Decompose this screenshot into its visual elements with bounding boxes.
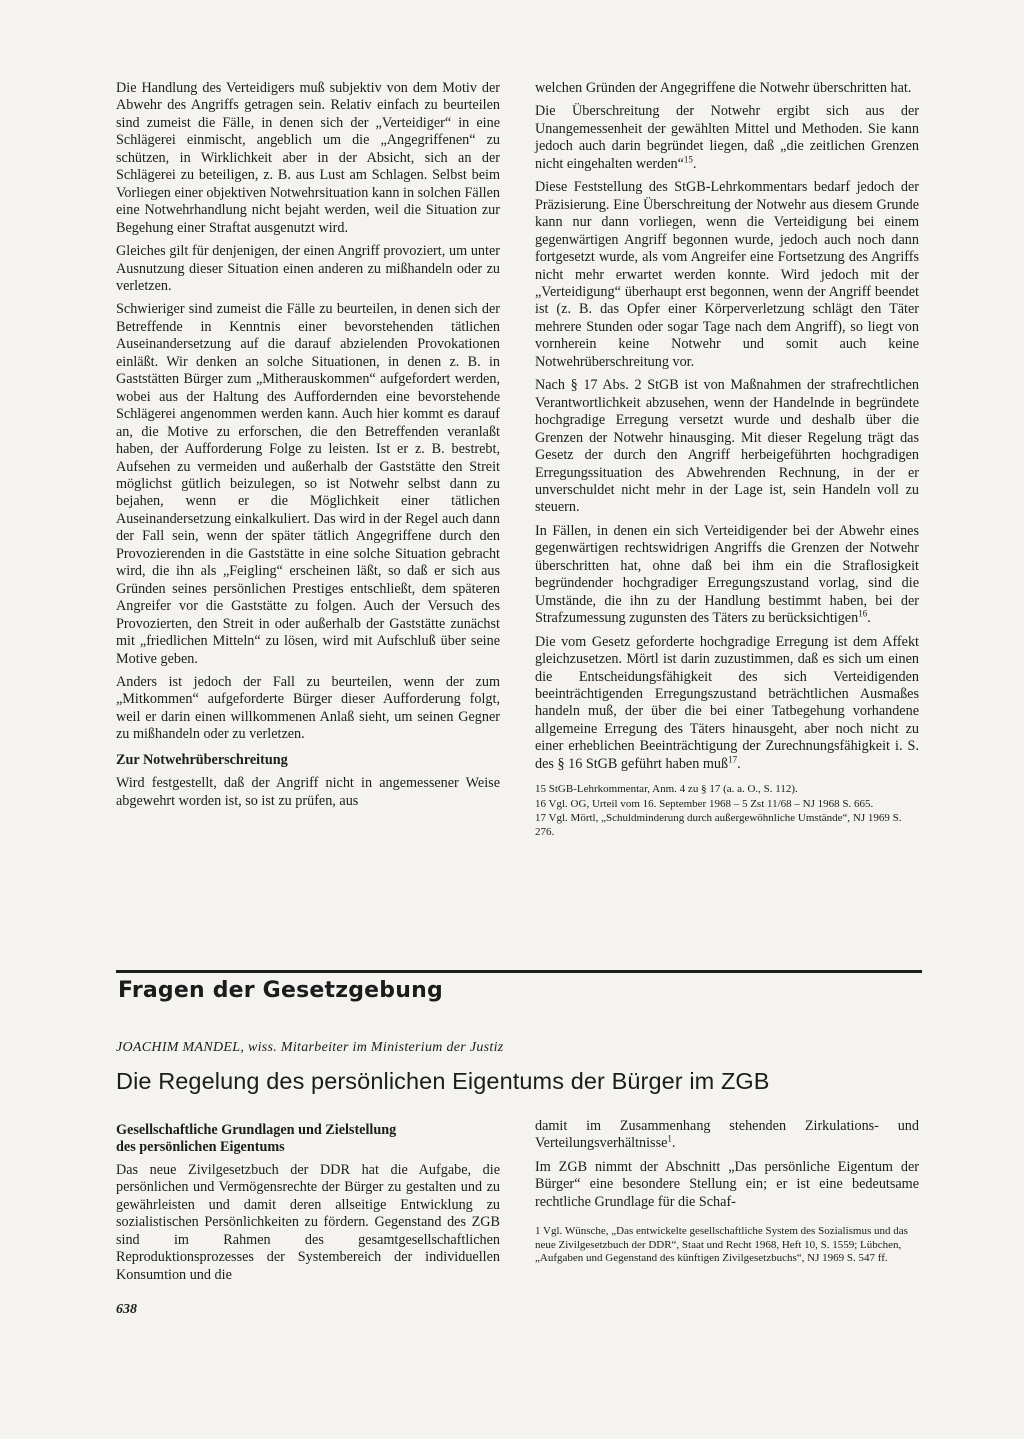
footnote: 15 StGB-Lehrkommentar, Anm. 4 zu § 17 (a. a. O., S. 112).	[535, 783, 798, 796]
paragraph: Das neue Zivilgesetzbuch der DDR hat die Aufgabe, die persönlichen und Vermögensrechte der Bürger zu gestalten und zu gewährleisten und damit deren allseitige Entwicklung zu sozialistischen Persönlichkeiten zu fördern. Gegenstand des ZGB sind im Rahmen des gesamtgesellschaftlichen Reproduktionsprozesses der Systembereich der individuellen Konsumtion und die	[116, 1162, 500, 1283]
paragraph: Anders ist jedoch der Fall zu beurteilen, wenn der zum „Mitkommen“ aufgeforderte Bürger dieser Aufforderung folgt, weil er darin einen willkommenen Anlaß sieht, um seinen Gegner zu mißhandeln oder zu verletzen.	[116, 673, 500, 743]
paragraph	[535, 103, 919, 173]
subheading-notwehrueberschreitung: Zur Notwehrüberschreitung	[116, 751, 288, 768]
paragraph-text: damit im Zusammenhang stehenden Zirkulations- und Verteilungsverhältnisse	[535, 1118, 919, 1152]
paragraph-text: In Fällen, in denen ein sich Verteidigender bei der Abwehr eines gegenwärtigen rechtswidrigen Angriffs die Grenzen der Notwehr überschritten hat, ohne daß bei ihm ein die Straflosigkeit begründender hochgradiger Erregungszustand vorlag, sind die Umstände, die ihn zu der Handlung bestimmt haben, bei der Strafzumessung zugunsten des Täters zu berücksichtigen	[535, 522, 919, 627]
subheading-line: Gesellschaftliche Grundlagen und Zielstellung	[116, 1122, 397, 1138]
paragraph-text: Die vom Gesetz geforderte hochgradige Erregung ist dem Affekt gleichzusetzen. Mörtl ist darin zuzustimmen, daß es sich um einen die Entscheidungsfähigkeit des sich Verteidigenden beeinträchtigenden Erregungszustand beträchtlichen Ausmaßes handeln muß, der über die bei einer Tatbegehung vorhandene allgemeine Erregung des Täters hinausgeht, aber noch nicht zu einer erheblichen Beeinträchtigung der Zurechnungsfähigkeit i. S. des § 16 StGB geführt haben muß	[535, 633, 919, 772]
author-role: wiss. Mitarbeiter im Ministerium der Justiz	[247, 1040, 504, 1055]
section-title: Fragen der Gesetzgebung	[118, 978, 443, 1003]
paragraph-end: .	[692, 155, 697, 172]
footnote-ref: 17	[728, 754, 738, 765]
author-name: JOACHIM MANDEL,	[116, 1040, 245, 1055]
article-title: Die Regelung des persönlichen Eigentums der Bürger im ZGB	[116, 1068, 770, 1094]
paragraph: Die Handlung des Verteidigers muß subjektiv von dem Motiv der Abwehr des Angriffs getragen sein. Relativ einfach zu beurteilen sind zumeist die Fälle, in denen sich der „Verteidiger“ in eine Schlägerei einmischt, angeblich um die „Angegriffenen“ zu schützen, in Wirklichkeit aber in der Absicht, sich an der Schlägerei zu beteiligen, z. B. aus Lust am Schlagen. Selbst beim Vorliegen einer objektiven Notwehrsituation kann in solchen Fällen eine Notwehrhandlung nicht bejaht werden, weil die Situation zur Begehung einer Straftat ausgenutzt wird.	[116, 80, 500, 236]
article-subheading	[116, 1122, 500, 1156]
right-column	[535, 80, 919, 840]
paragraph: Diese Feststellung des StGB-Lehrkommentars bedarf jedoch der Präzisierung. Eine Überschreitung der Notwehr aus diesem Grunde kann nur dann vorliegen, wenn die Verteidigung bei einem gegenwärtigen Angriff begonnen wurde, jedoch auch noch dann fortgesetzt wurde, als vom Angreifer eine Fortsetzung des Angriffs nicht mehr erwartet werden konnte. Wird jedoch mit der „Verteidigung“ überhaupt erst begonnen, wenn der Angriff beendet ist (z. B. das Opfer einer Körperverletzung schlägt den Täter mehrere Stunden oder sogar Tage nach dem Angriff), so liegt von vornherein keine Notwehr und somit auch keine Notwehrüberschreitung vor.	[535, 179, 919, 370]
footnote-ref: 1	[667, 1133, 672, 1144]
left-column	[116, 80, 500, 816]
subheading-line: des persönlichen Eigentums	[116, 1139, 285, 1155]
paragraph	[535, 1118, 919, 1153]
page-number: 638	[116, 1302, 137, 1317]
paragraph: welchen Gründen der Angegriffene die Notwehr überschritten hat.	[535, 80, 912, 96]
paragraph: Gleiches gilt für denjenigen, der einen Angriff provoziert, um unter Ausnutzung dieser Situation einen anderen zu mißhandeln oder zu verletzen.	[116, 243, 500, 294]
paragraph-end: .	[867, 610, 871, 627]
footnote: 16 Vgl. OG, Urteil vom 16. September 1968 – 5 Zst 11/68 – NJ 1968 S. 665.	[535, 797, 874, 810]
footnote: 1 Vgl. Wünsche, „Das entwickelte gesellschaftliche System des Sozialismus und das neue Zivilgesetzbuch der DDR“, Staat und Recht 1968, Heft 10, S. 1559; Lübchen, „Aufgaben und Gegenstand des künftigen Zivilgesetzbuchs“, NJ 1969 S. 547 ff.	[535, 1225, 908, 1265]
paragraph: Nach § 17 Abs. 2 StGB ist von Maßnahmen der strafrechtlichen Verantwortlichkeit abzusehen, wenn der Handelnde in begründete hochgradige Erregung versetzt wurde und deshalb über die Grenzen der Notwehr hinausging. Mit dieser Regelung trägt das Gesetz der durch den Angriff herbeigeführten hochgradigen Erregungssituation des Abwehrenden Rechnung, in der er unverschuldet nicht mehr in der Lage ist, sein Handeln voll zu steuern.	[535, 377, 919, 516]
footnote-ref: 16	[858, 608, 868, 619]
article-left-column	[116, 1122, 500, 1290]
paragraph	[535, 523, 919, 628]
author-line	[116, 1040, 504, 1056]
article-right-column	[535, 1118, 919, 1267]
paragraph	[535, 634, 919, 774]
footnotes	[535, 783, 919, 839]
section-rule	[116, 970, 922, 973]
paragraph-end: .	[671, 1135, 676, 1152]
paragraph: Schwieriger sind zumeist die Fälle zu beurteilen, in denen sich der Betreffende in Kenntnis einer bevorstehenden tätlichen Auseinandersetzung auf die darauf abzielenden Provokationen einläßt. Wir denken an solche Situationen, in denen z. B. in Gaststätten Bürger zum „Mitherauskommen“ aufgefordert werden, wobei aus der Haltung des Auffordernden eine bevorstehende Schlägerei angenommen werden kann. Auch hier kommt es darauf an, die Motive zu erforschen, die den Betreffenden veranlaßt haben, der Aufforderung Folge zu leisten. Ist er z. B. bestrebt, Aufsehen zu vermeiden und außerhalb der Gaststätte den Streit möglichst gütlich beizulegen, so ist Notwehr selbst dann zu bejahen, wenn er die Möglichkeit einer tätlichen Auseinandersetzung einkalkuliert. Das wird in der Regel auch dann der Fall sein, wenn der später tätlich Angegriffene durch den Provozierenden in die Gaststätte in eine solche Situation gebracht wird, die ihn als „Feigling“ erscheinen läßt, so daß er sich aus Gründen seines persönlichen Prestiges entschließt, dem späteren Angreifer vor die Gaststätte zu folgen. Auch der Versuch des Provozierten, den Streit in oder außerhalb der Gaststätte zunächst mit „friedlichen Mitteln“ zu lösen, wird mit Aufschluß über seine Motive geben.	[116, 301, 500, 667]
footnote: 17 Vgl. Mörtl, „Schuldminderung durch außergewöhnliche Umstände“, NJ 1969 S. 276.	[535, 812, 902, 838]
footnote-ref: 15	[683, 154, 693, 165]
paragraph-text: Die Überschreitung der Notwehr ergibt sich aus der Unangemessenheit der gewählten Mittel und Methoden. Sie kann jedoch auch darin begründet liegen, daß „die zeitlichen Grenzen nicht eingehalten werden“	[535, 103, 919, 172]
paragraph: Wird festgestellt, daß der Angriff nicht in angemessener Weise abgewehrt worden ist, so ist zu prüfen, aus	[116, 775, 500, 809]
paragraph-end: .	[737, 755, 741, 772]
paragraph: Im ZGB nimmt der Abschnitt „Das persönliche Eigentum der Bürger“ eine besondere Stellung ein; er ist eine bedeutsame rechtliche Grundlage für die Schaf-	[535, 1158, 919, 1210]
